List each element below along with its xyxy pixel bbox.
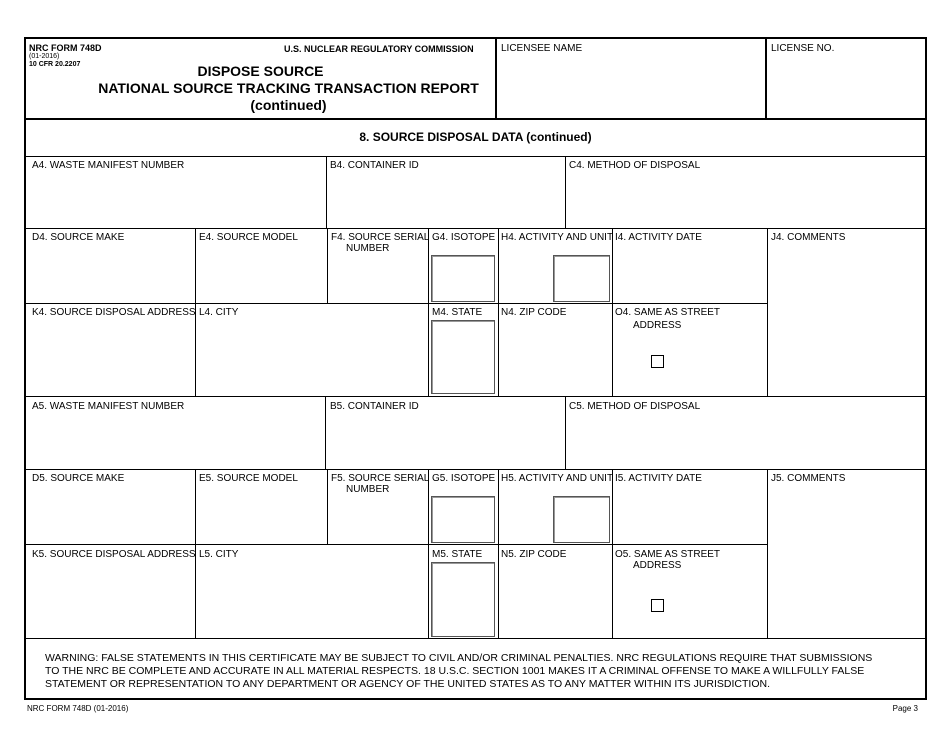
licensee-name-label: LICENSEE NAME bbox=[501, 43, 583, 54]
section-divider bbox=[24, 156, 927, 157]
g4-vline-c bbox=[565, 156, 566, 229]
g5-vline-h bbox=[498, 469, 499, 639]
g5-comments-input[interactable] bbox=[769, 487, 923, 636]
warning-line-1: WARNING: FALSE STATEMENTS IN THIS CERTIFICATE MAY BE SUBJECT TO CIVIL AND/OR CRIMINAL PENALTIES. NRC REGULATIONS REQUIRE THAT SUBMISSIONS bbox=[45, 652, 873, 664]
g4-comments-label: J4. COMMENTS bbox=[771, 232, 846, 243]
g4-hline-2 bbox=[24, 303, 768, 304]
frame-top bbox=[24, 37, 927, 39]
g5-waste-manifest-label: A5. WASTE MANIFEST NUMBER bbox=[32, 401, 185, 412]
g4-disposal-address-input[interactable] bbox=[27, 321, 193, 394]
g4-waste-manifest-label: A4. WASTE MANIFEST NUMBER bbox=[32, 160, 185, 171]
g5-source-make-input[interactable] bbox=[27, 487, 193, 542]
license-no-field[interactable] bbox=[768, 56, 924, 116]
title-dispose-source: DISPOSE SOURCE bbox=[197, 63, 324, 79]
g4-serial-label-1: F4. SOURCE SERIAL bbox=[331, 232, 430, 243]
form-date: (01-2016) bbox=[29, 53, 60, 60]
footer-page-number: Page 3 bbox=[892, 704, 918, 713]
g4-vline-b bbox=[326, 156, 327, 229]
footer-form-id: NRC FORM 748D (01-2016) bbox=[27, 704, 129, 713]
g5-city-label: L5. CITY bbox=[199, 549, 239, 560]
g4-hline-1 bbox=[24, 228, 927, 229]
g5-container-id-label: B5. CONTAINER ID bbox=[330, 401, 419, 412]
g4-method-disposal-input[interactable] bbox=[567, 174, 923, 226]
g4-isotope-label: G4. ISOTOPE bbox=[432, 232, 496, 243]
g5-hline-3 bbox=[24, 638, 927, 639]
frame-right bbox=[925, 37, 927, 700]
g4-source-make-input[interactable] bbox=[27, 246, 193, 301]
g5-waste-manifest-input[interactable] bbox=[27, 415, 323, 467]
g4-source-model-input[interactable] bbox=[197, 246, 325, 301]
g5-same-street-label-2: ADDRESS bbox=[633, 560, 682, 571]
g4-serial-label-2: NUMBER bbox=[346, 243, 390, 254]
g5-same-street-checkbox[interactable] bbox=[651, 599, 664, 612]
g4-isotope-select[interactable] bbox=[431, 255, 495, 302]
header-vline-2 bbox=[765, 37, 767, 120]
g5-method-disposal-input[interactable] bbox=[567, 415, 923, 467]
g4-activity-unit-label: H4. ACTIVITY AND UNIT bbox=[501, 232, 614, 243]
warning-line-2: TO THE NRC BE COMPLETE AND ACCURATE IN ALL MATERIAL RESPECTS. 18 U.S.C. SECTION 1001 MAKES IT A CRIMINAL OFFENSE TO MAKE A WILLFULLY FALSE bbox=[45, 665, 865, 677]
g5-same-street-label-1: O5. SAME AS STREET bbox=[615, 549, 721, 560]
g4-vline-h bbox=[498, 228, 499, 397]
g4-hline-3 bbox=[24, 396, 927, 397]
header-divider bbox=[24, 118, 927, 120]
g5-zip-input[interactable] bbox=[500, 563, 610, 636]
g4-source-model-label: E4. SOURCE MODEL bbox=[199, 232, 298, 243]
g4-vline-j bbox=[767, 228, 768, 397]
g5-disposal-address-input[interactable] bbox=[27, 563, 193, 636]
license-no-label: LICENSE NO. bbox=[771, 43, 835, 54]
g5-isotope-select[interactable] bbox=[431, 496, 495, 543]
form-number: NRC FORM 748D bbox=[29, 43, 102, 53]
g4-waste-manifest-input[interactable] bbox=[27, 174, 324, 226]
g4-serial-input[interactable] bbox=[329, 256, 426, 301]
g4-vline-g bbox=[428, 228, 429, 397]
g5-activity-unit-label: H5. ACTIVITY AND UNIT bbox=[501, 473, 614, 484]
g4-state-label: M4. STATE bbox=[432, 307, 483, 318]
g5-source-model-label: E5. SOURCE MODEL bbox=[199, 473, 298, 484]
g4-container-id-input[interactable] bbox=[328, 174, 563, 226]
g5-activity-date-label: I5. ACTIVITY DATE bbox=[615, 473, 702, 484]
g5-activity-date-input[interactable] bbox=[614, 487, 765, 542]
g5-vline-f bbox=[327, 469, 328, 545]
g5-vline-j bbox=[767, 469, 768, 639]
g4-city-input[interactable] bbox=[197, 321, 426, 394]
g5-isotope-label: G5. ISOTOPE bbox=[432, 473, 496, 484]
g5-hline-1 bbox=[24, 469, 927, 470]
agency-name: U.S. NUCLEAR REGULATORY COMMISSION bbox=[284, 44, 474, 54]
g5-zip-label: N5. ZIP CODE bbox=[501, 549, 567, 560]
licensee-name-field[interactable] bbox=[498, 56, 764, 116]
g4-disposal-address-label: K4. SOURCE DISPOSAL ADDRESS bbox=[32, 307, 196, 318]
g4-vline-f bbox=[327, 228, 328, 304]
frame-bottom bbox=[24, 698, 927, 700]
g4-method-disposal-label: C4. METHOD OF DISPOSAL bbox=[569, 160, 701, 171]
g5-source-make-label: D5. SOURCE MAKE bbox=[32, 473, 125, 484]
g5-container-id-input[interactable] bbox=[327, 415, 563, 467]
g4-activity-unit-select[interactable] bbox=[553, 255, 610, 302]
g4-comments-input[interactable] bbox=[769, 246, 923, 394]
g5-city-input[interactable] bbox=[197, 563, 426, 636]
g4-same-street-label-1: O4. SAME AS STREET bbox=[615, 307, 721, 318]
g5-vline-b bbox=[325, 396, 326, 470]
g5-disposal-address-label: K5. SOURCE DISPOSAL ADDRESS bbox=[32, 549, 196, 560]
section-title: 8. SOURCE DISPOSAL DATA (continued) bbox=[359, 130, 592, 144]
g5-serial-label-1: F5. SOURCE SERIAL bbox=[331, 473, 430, 484]
g5-hline-2 bbox=[24, 544, 768, 545]
g5-state-label: M5. STATE bbox=[432, 549, 483, 560]
g4-same-street-label-2: ADDRESS bbox=[633, 320, 682, 331]
title-report: NATIONAL SOURCE TRACKING TRANSACTION REPORT bbox=[98, 80, 479, 96]
g5-vline-c bbox=[565, 396, 566, 470]
g5-source-model-input[interactable] bbox=[197, 487, 325, 542]
g4-activity-date-input[interactable] bbox=[614, 246, 765, 301]
g4-state-select[interactable] bbox=[431, 320, 495, 394]
g5-state-select[interactable] bbox=[431, 562, 495, 637]
g5-activity-unit-select[interactable] bbox=[553, 496, 610, 543]
g4-zip-label: N4. ZIP CODE bbox=[501, 307, 567, 318]
g5-vline-g bbox=[428, 469, 429, 639]
g4-vline-i bbox=[612, 228, 613, 397]
cfr-reference: 10 CFR 20.2207 bbox=[29, 61, 81, 68]
g5-serial-input[interactable] bbox=[329, 497, 426, 542]
g4-container-id-label: B4. CONTAINER ID bbox=[330, 160, 419, 171]
g5-comments-label: J5. COMMENTS bbox=[771, 473, 846, 484]
warning-line-3: STATEMENT OR REPRESENTATION TO ANY DEPARTMENT OR AGENCY OF THE UNITED STATES AS TO ANY MATTER WITHIN ITS JURISDICTION. bbox=[45, 678, 770, 690]
title-continued: (continued) bbox=[250, 97, 327, 113]
g5-method-disposal-label: C5. METHOD OF DISPOSAL bbox=[569, 401, 701, 412]
g4-source-make-label: D4. SOURCE MAKE bbox=[32, 232, 125, 243]
g4-activity-date-label: I4. ACTIVITY DATE bbox=[615, 232, 702, 243]
g5-serial-label-2: NUMBER bbox=[346, 484, 390, 495]
g4-city-label: L4. CITY bbox=[199, 307, 239, 318]
g5-vline-i bbox=[612, 469, 613, 639]
g4-same-street-checkbox[interactable] bbox=[651, 355, 664, 368]
g4-zip-input[interactable] bbox=[500, 321, 610, 394]
